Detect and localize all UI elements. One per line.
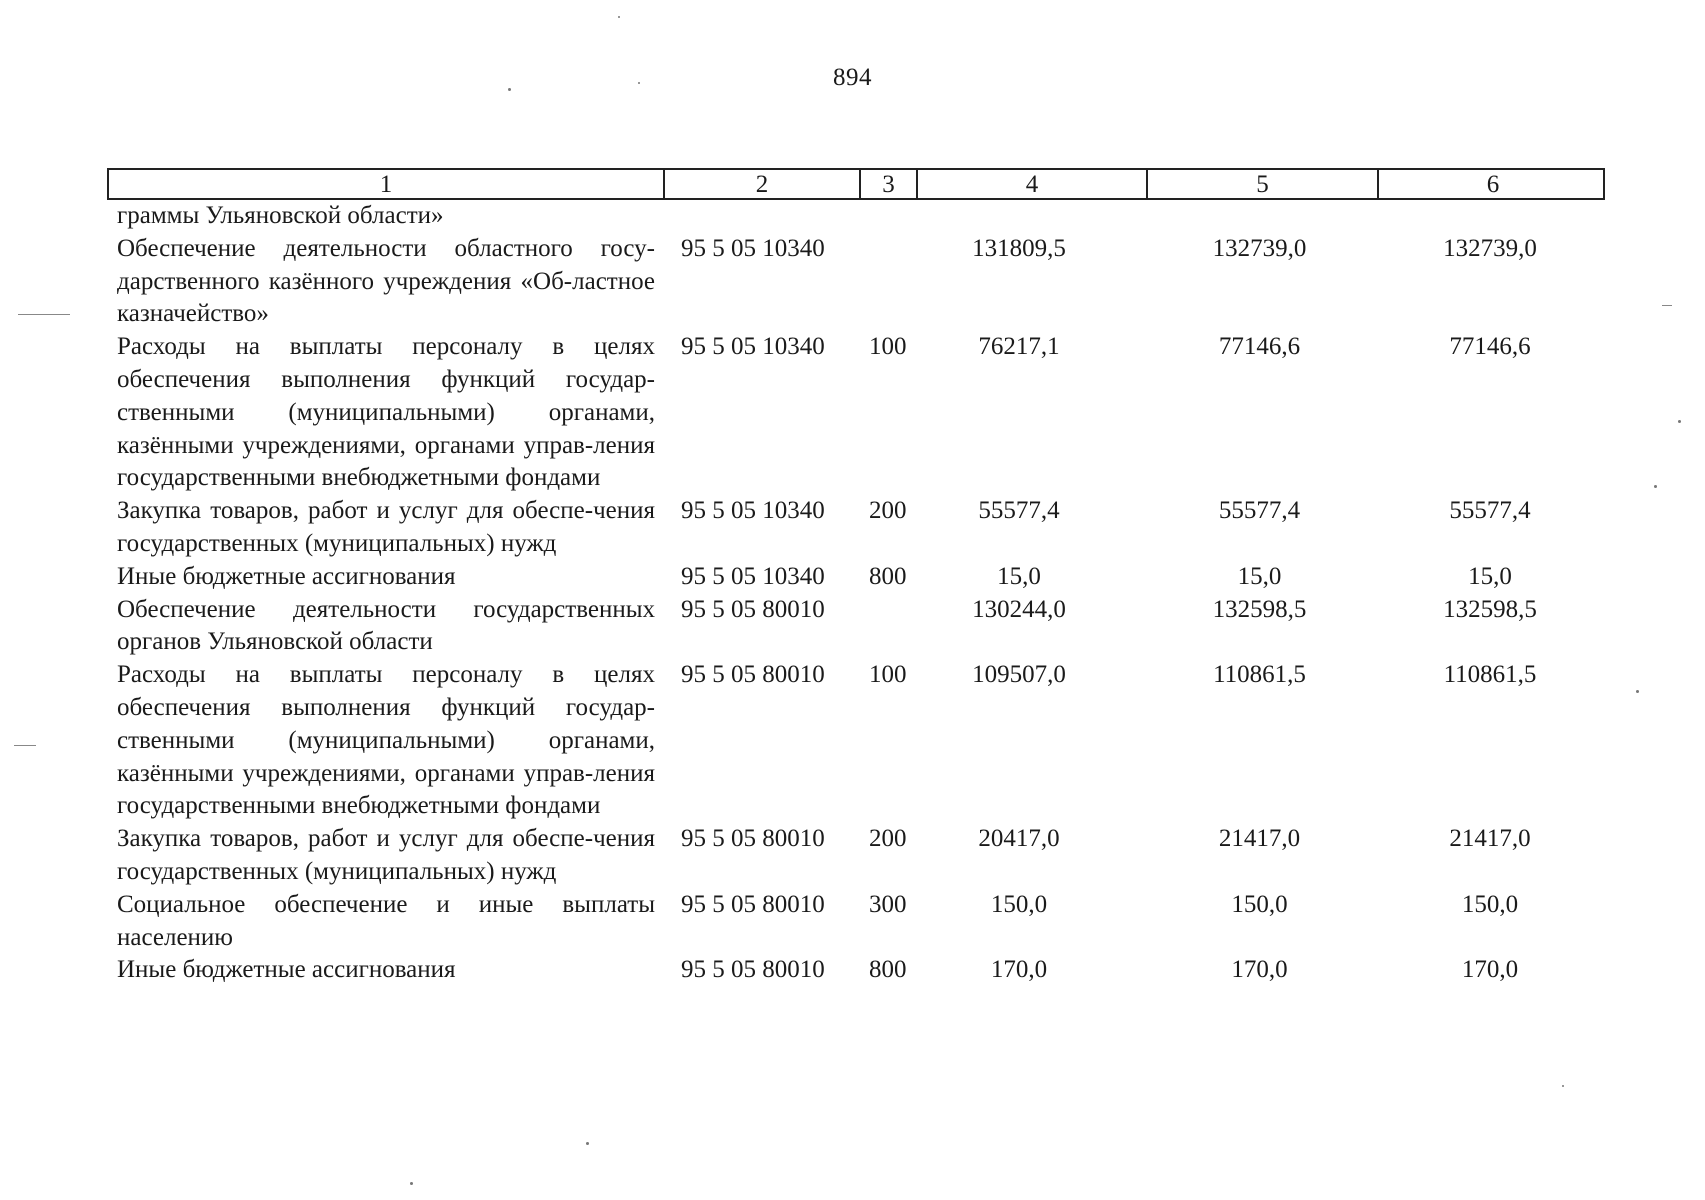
row-value-col4: 55577,4 [978, 497, 1060, 525]
row-value-col4: 131809,5 [972, 234, 1066, 262]
row-name: Иные бюджетные ассигнования [117, 956, 456, 984]
row-value-col6 [1375, 200, 1605, 233]
row-value-col6: 110861,5 [1443, 661, 1537, 689]
header-col-2: 2 [663, 170, 859, 200]
row-value-col5: 132598,5 [1212, 595, 1307, 623]
row-code: 95 5 05 80010 [681, 595, 825, 623]
row-name: Расходы на выплаты персоналу в целях обеспечения выполнения функций государ-ственными (муниципальными) органами, казёнными учреждениями, органами управ-ления государственными внебюджетными фондами [117, 333, 655, 492]
scan-speck [638, 82, 640, 84]
row-code: 95 5 05 80010 [681, 661, 825, 689]
header-col-5: 5 [1146, 170, 1377, 200]
row-expense-type: 100 [869, 333, 907, 361]
row-name: Обеспечение деятельности государственных органов Ульяновской области [117, 595, 655, 656]
table-body [107, 200, 1605, 987]
row-expense-type: 800 [869, 562, 907, 590]
scan-speck [618, 16, 620, 18]
row-name: Расходы на выплаты персоналу в целях обеспечения выполнения функций государ-ственными (муниципальными) органами, казёнными учреждениями, органами управ-ления государственными внебюджетными фондами [117, 661, 655, 820]
row-value-col5: 150,0 [1231, 890, 1288, 918]
row-value-col6: 150,0 [1461, 890, 1519, 918]
row-name: граммы Ульяновской области» [117, 202, 444, 229]
row-value-col4 [914, 200, 1144, 233]
table-row [107, 331, 1605, 495]
table-header-row [107, 168, 1605, 200]
row-code [661, 200, 857, 233]
row-code: 95 5 05 80010 [681, 890, 825, 918]
row-value-col4: 76217,1 [978, 333, 1060, 361]
row-code: 95 5 05 10340 [681, 497, 825, 525]
row-value-col4: 15,0 [997, 562, 1041, 590]
row-value-col4: 150,0 [990, 890, 1048, 918]
budget-table [107, 168, 1605, 987]
table-row [107, 233, 1605, 331]
table-row [107, 954, 1605, 987]
scan-speck [1678, 420, 1681, 423]
row-expense-type: 300 [869, 890, 907, 918]
row-value-col6: 170,0 [1461, 956, 1519, 984]
row-value-col5: 77146,6 [1218, 333, 1301, 361]
row-expense-type [857, 200, 914, 233]
scan-speck [586, 1142, 589, 1145]
scan-speck [1562, 1085, 1564, 1087]
scan-speck [14, 745, 36, 746]
row-value-col4: 130244,0 [972, 595, 1066, 623]
row-value-col5: 21417,0 [1218, 825, 1301, 853]
scan-speck [1636, 690, 1639, 693]
row-value-col6: 15,0 [1468, 562, 1512, 590]
row-code: 95 5 05 10340 [681, 562, 825, 590]
row-name: Иные бюджетные ассигнования [117, 562, 456, 590]
row-code: 95 5 05 80010 [681, 956, 825, 984]
table-row [107, 594, 1605, 660]
header-col-6: 6 [1377, 170, 1607, 200]
row-value-col5: 132739,0 [1212, 234, 1307, 262]
table-row [107, 200, 1605, 233]
row-value-col4: 109507,0 [972, 661, 1066, 689]
row-name: Закупка товаров, работ и услуг для обеспе-чения государственных (муниципальных) нужд [117, 825, 655, 885]
row-expense-type: 200 [869, 497, 907, 525]
row-value-col5: 170,0 [1231, 956, 1288, 984]
row-expense-type: 200 [869, 825, 907, 853]
row-value-col4: 170,0 [990, 956, 1048, 984]
row-value-col5: 110861,5 [1213, 661, 1306, 689]
row-expense-type [857, 233, 914, 331]
header-col-4: 4 [916, 170, 1146, 200]
row-name: Обеспечение деятельности областного госу-дарственного казённого учреждения «Об-ластное казначейство» [117, 234, 655, 328]
table-row [107, 561, 1605, 594]
row-name: Социальное обеспечение и иные выплаты населению [117, 890, 655, 951]
scan-speck [1654, 485, 1657, 488]
row-value-col5: 15,0 [1237, 562, 1282, 590]
page-number: 894 [833, 64, 872, 91]
row-expense-type: 800 [869, 956, 907, 984]
scan-speck [18, 314, 70, 315]
row-code: 95 5 05 80010 [681, 825, 825, 853]
table-row [107, 495, 1605, 561]
row-name: Закупка товаров, работ и услуг для обеспе-чения государственных (муниципальных) нужд [117, 497, 655, 557]
row-value-col5 [1144, 200, 1375, 233]
row-value-col6: 132739,0 [1443, 234, 1537, 262]
row-expense-type: 100 [869, 661, 907, 689]
header-col-3: 3 [859, 170, 916, 200]
scan-speck [508, 88, 511, 91]
row-value-col6: 21417,0 [1449, 825, 1531, 853]
row-code: 95 5 05 10340 [681, 333, 825, 361]
row-value-col6: 132598,5 [1443, 595, 1537, 623]
row-expense-type [857, 594, 914, 660]
row-code: 95 5 05 10340 [681, 234, 825, 262]
header-col-1: 1 [379, 171, 393, 198]
scan-speck [410, 1182, 413, 1185]
table-row [107, 889, 1605, 955]
scan-speck [1662, 305, 1672, 306]
row-value-col5: 55577,4 [1218, 497, 1301, 525]
table-row [107, 823, 1605, 889]
row-value-col6: 55577,4 [1449, 497, 1531, 525]
row-value-col6: 77146,6 [1449, 333, 1531, 361]
table-row [107, 659, 1605, 823]
row-value-col4: 20417,0 [978, 825, 1060, 853]
